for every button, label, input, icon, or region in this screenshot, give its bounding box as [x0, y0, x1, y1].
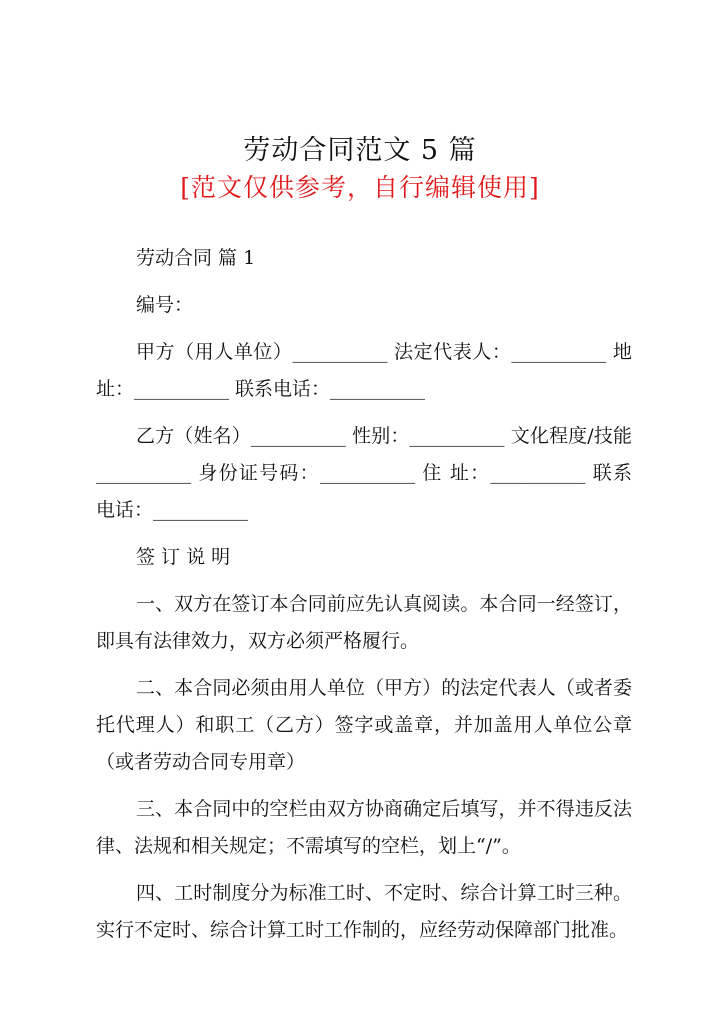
- document-title: 劳动合同范文 5 篇: [243, 135, 477, 166]
- document-subtitle: [范文仅供参考，自行编辑使用]: [180, 173, 540, 202]
- clause-3: 三、本合同中的空栏由双方协商确定后填写，并不得违反法律、法规和相关规定；不需填写的空栏，划上“/”。: [96, 798, 632, 857]
- contract-number-label: 编号：: [136, 294, 194, 316]
- party-a-info: 甲方（用人单位）__________ 法定代表人：__________ 地址：__________ 联系电话：__________: [96, 341, 632, 400]
- section-heading: 劳动合同 篇 1: [136, 247, 256, 269]
- party-b-info: 乙方（姓名）__________ 性别：__________ 文化程度/技能 __________ 身份证号码：__________ 住 址：__________ 联系电话：__________: [96, 425, 632, 521]
- clause-1: 一、双方在签订本合同前应先认真阅读。本合同一经签订，即具有法律效力，双方必须严格履行。: [96, 593, 632, 652]
- signing-heading: 签 订 说 明: [136, 546, 231, 568]
- document-body: [96, 240, 632, 959]
- clause-4: 四、工时制度分为标准工时、不定时、综合计算工时三种。实行不定时、综合计算工时工作制的，应经劳动保障部门批准。: [96, 882, 632, 941]
- clause-2: 二、本合同必须由用人单位（甲方）的法定代表人（或者委托代理人）和职工（乙方）签字或盖章，并加盖用人单位公章（或者劳动合同专用章）: [96, 677, 632, 773]
